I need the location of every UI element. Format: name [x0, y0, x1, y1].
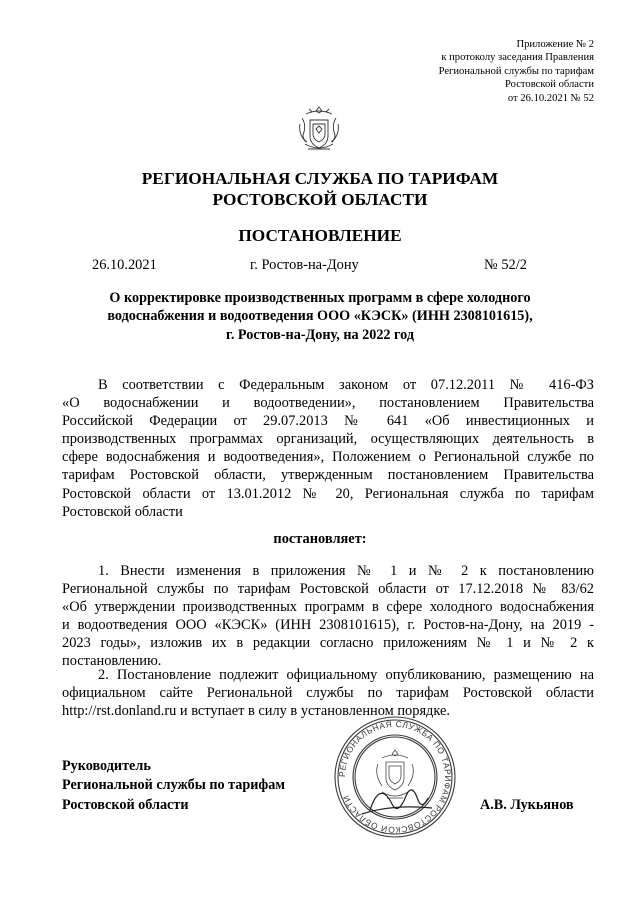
- clause-line: 1. Внести изменения в приложения № 1 и № 2 к постановлению: [98, 563, 594, 579]
- signer-title-line: Региональной службы по тарифам: [62, 777, 286, 794]
- signer-title: [62, 757, 285, 815]
- clause-2: [62, 666, 594, 720]
- document-type: ПОСТАНОВЛЕНИЕ: [238, 226, 402, 245]
- preamble-line: тарифам Ростовской области, утвержденным постановлением Правительства: [62, 467, 594, 484]
- preamble-line: В соответствии с Федеральным законом от 07.12.2011 № 416-ФЗ: [98, 377, 594, 393]
- clause-1: [62, 562, 594, 671]
- organization-line: РЕГИОНАЛЬНАЯ СЛУЖБА ПО ТАРИФАМ: [141, 169, 499, 188]
- coat-of-arms-icon: [296, 104, 342, 156]
- signer-title-line: Ростовской области: [62, 796, 189, 813]
- preamble-line: Ростовской области: [62, 503, 183, 520]
- clause-line: и водоотведения ООО «КЭСК» (ИНН 2308101615), г. Ростов-на-Дону, на 2019 -: [62, 617, 594, 634]
- official-seal-stamp: [332, 714, 458, 840]
- preamble-paragraph: [62, 376, 594, 521]
- clause-line: 2023 годы», изложив их в редакции согласно приложениям № 1 и № 2 к: [62, 635, 594, 652]
- preamble-line: «О водоснабжении и водоотведении», постановлением Правительства: [62, 395, 594, 412]
- clause-line: Региональной службы по тарифам Ростовской области от 17.12.2018 № 83/62: [62, 581, 594, 598]
- document-number: № 52/2: [484, 257, 527, 273]
- organization-title: [60, 168, 580, 210]
- seal-emblem-icon: [377, 750, 414, 798]
- clause-line: официальном сайте Региональной службы по тарифам Ростовской области: [62, 685, 594, 702]
- clause-line: «Об утверждении производственных программ в сфере холодного водоснабжения: [62, 599, 594, 616]
- signer-title-line: Руководитель: [62, 758, 151, 774]
- subject-line: О корректировке производственных программ в сфере холодного: [109, 290, 531, 306]
- document-city: г. Ростов-на-Дону: [250, 257, 359, 273]
- subject-line: г. Ростов-на-Дону, на 2022 год: [225, 326, 415, 343]
- appendix-note: [334, 38, 594, 105]
- document-subject: [60, 289, 580, 344]
- document-date: 26.10.2021: [92, 257, 157, 273]
- preamble-line: сфере водоснабжения и водоотведения», Положением о Региональной службе по: [62, 449, 594, 466]
- clause-line: http://rst.donland.ru и вступает в силу в установленном порядке.: [62, 703, 450, 720]
- appendix-line: Ростовской области: [505, 79, 594, 91]
- appendix-line: к протоколу заседания Правления: [441, 52, 594, 64]
- clause-line: постановлению.: [62, 653, 162, 670]
- signer-name: А.В. Лукьянов: [480, 797, 574, 813]
- appendix-line: от 26.10.2021 № 52: [507, 92, 594, 104]
- subject-line: водоснабжения и водоотведения ООО «КЭСК» (ИНН 2308101615),: [107, 308, 533, 325]
- appendix-line: Приложение № 2: [516, 39, 594, 50]
- seal-text: РЕГИОНАЛЬНАЯ СЛУЖБА ПО ТАРИФАМ РОСТОВСКОЙ ОБЛАСТИ: [336, 718, 454, 836]
- preamble-line: Российской Федерации от 29.07.2013 № 641 «Об инвестиционных и: [62, 413, 594, 430]
- resolves-heading: постановляет:: [273, 531, 367, 547]
- organization-line: РОСТОВСКОЙ ОБЛАСТИ: [212, 190, 428, 209]
- preamble-line: производственных программах организаций, осуществляющих деятельность в: [62, 431, 594, 448]
- preamble-line: Ростовской области от 13.01.2012 № 20, Региональная служба по тарифам: [62, 485, 594, 502]
- appendix-line: Региональной службы по тарифам: [438, 65, 594, 77]
- clause-line: 2. Постановление подлежит официальному опубликованию, размещению на: [98, 667, 594, 683]
